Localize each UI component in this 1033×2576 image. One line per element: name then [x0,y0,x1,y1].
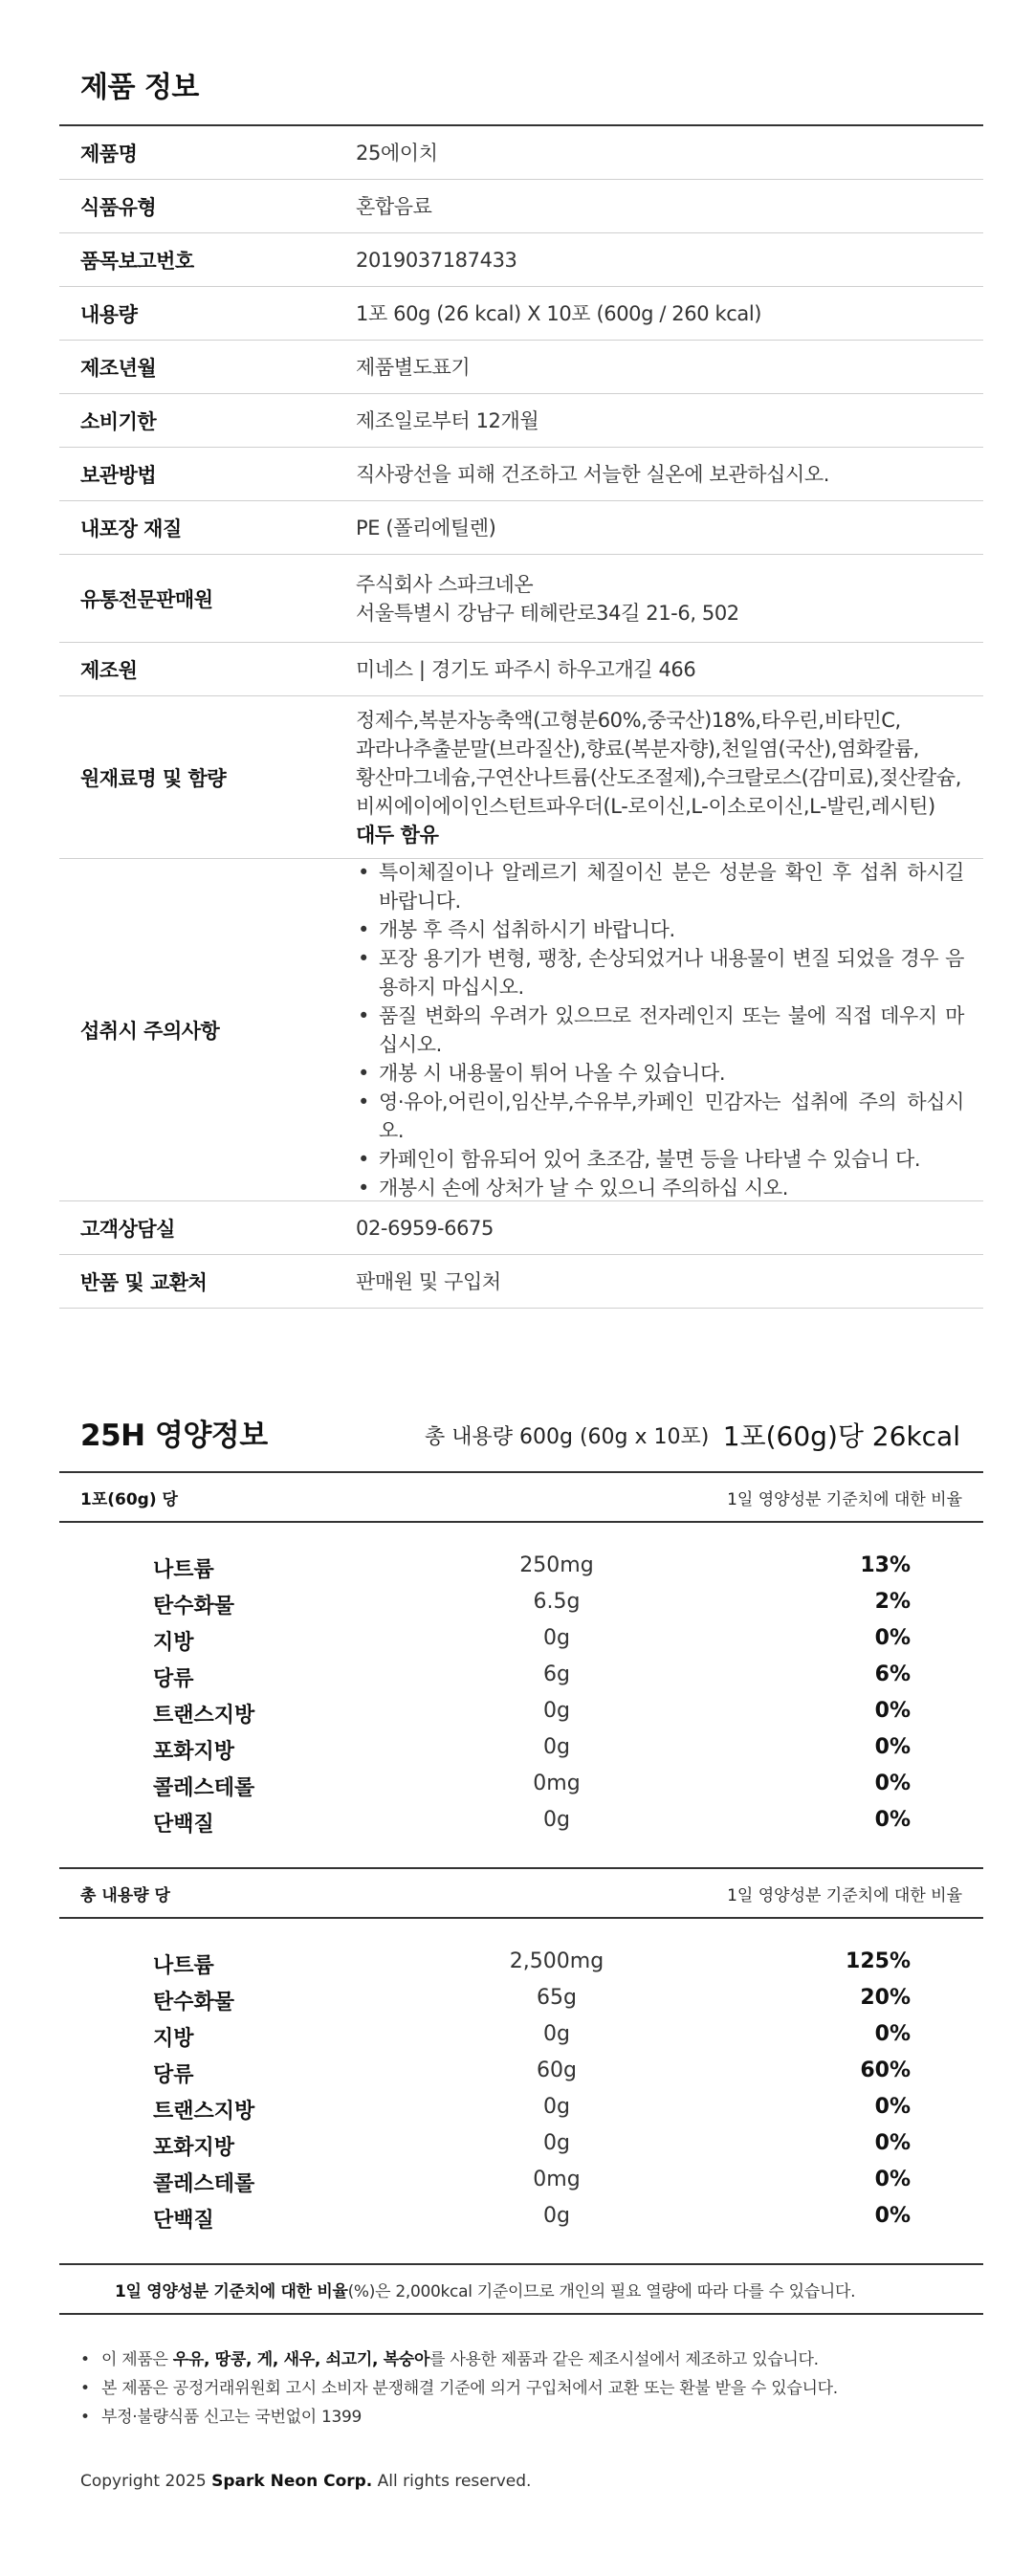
info-key: 고객상담실 [80,1217,175,1241]
info-key: 소비기한 [80,409,157,433]
nutrient-name: 포화지방 [153,1740,235,1764]
copyright [80,2472,531,2491]
nutrient-amount: 2,500mg [509,1949,604,1973]
nutrient-name: 트랜스지방 [153,1704,255,1728]
nutrition-row [59,2091,983,2127]
info-row-manufacturer [59,643,983,696]
nutrition-header [80,1406,960,1454]
info-value: 판매원 및 구입처 [356,1269,501,1293]
note-text: 부정·불량식품 신고는 국번없이 1399 [101,2408,363,2427]
info-key: 유통전문판매원 [80,587,213,611]
daily-note-bold: 1일 영양성분 기준치에 대한 비율 [115,2281,348,2301]
nutrition-row [59,1622,983,1659]
info-row-food-type [59,180,983,233]
nutrition-ratio-label: 1일 영양성분 기준치에 대한 비율 [727,1885,962,1905]
nutrient-percent: 0% [874,1772,911,1795]
copyright-text: All rights reserved. [372,2472,532,2491]
nutrient-amount: 0g [543,2022,570,2046]
nutrient-name: 나트륨 [153,1558,214,1582]
caution-item: • 품질 변화의 우려가 있으므로 전자레인지 또는 불에 직접 데우지 마십시오. [356,1002,964,1059]
nutrition-row [59,1550,983,1586]
nutrition-total-content: 총 내용량 600g (60g x 10포) [425,1425,710,1449]
nutrient-percent: 2% [874,1590,911,1614]
ingredients-line: 과라나추출분말(브라질산),향료(복분자향),천일염(국산),염화칼륨, [356,737,919,760]
info-key: 제조년월 [80,356,157,380]
note-allergens: 우유, 땅콩, 게, 새우, 쇠고기, 복숭아 [172,2350,430,2369]
nutrient-percent: 6% [874,1662,911,1686]
nutrition-row [59,1946,983,1982]
nutrient-amount: 6.5g [533,1590,581,1614]
info-value: 혼합음료 [356,194,432,218]
nutrition-block-per-serving [59,1471,983,1858]
info-row-report-number [59,233,983,287]
nutrition-row [59,2164,983,2200]
nutrient-percent: 125% [846,1949,911,1973]
nutrition-subheader [59,1867,983,1919]
nutrition-row [59,2200,983,2236]
nutrient-amount: 60g [537,2059,577,2082]
copyright-text: Copyright 2025 [80,2472,212,2491]
nutrient-amount: 65g [537,1986,577,2010]
info-value: 1포 60g (26 kcal) X 10포 (600g / 260 kcal) [356,301,762,325]
nutrient-name: 단백질 [153,2209,214,2233]
ingredients-line: 황산마그네슘,구연산나트륨(산도조절제),수크랄로스(감미료),젖산칼슘, [356,765,961,789]
nutrient-name: 나트륨 [153,1954,214,1978]
nutrient-amount: 0g [543,2131,570,2155]
info-key: 품목보고번호 [80,249,194,273]
allergen-notice: 대두 함유 [356,823,439,847]
product-info-title: 제품 정보 [80,71,199,104]
caution-item: • 영·유아,어린이,임산부,수유부,카페인 민감자는 섭취에 주의 하십시오. [356,1088,964,1145]
footer-notes [80,2345,979,2432]
caution-item: • 포장 용기가 변형, 팽창, 손상되었거나 내용물이 변질 되었을 경우 음용하지 마십시오. [356,944,964,1002]
info-key: 원재료명 및 함량 [80,766,227,790]
nutrient-amount: 0mg [533,1772,581,1795]
nutrient-percent: 0% [874,1808,911,1832]
nutrient-name: 단백질 [153,1813,214,1837]
ingredients-line: 정제수,복분자농축액(고형분60%,중국산)18%,타우린,비타민C, [356,708,901,732]
nutrient-percent: 0% [874,1735,911,1759]
nutrition-row [59,2055,983,2091]
info-value: 02-6959-6675 [356,1216,494,1240]
info-row-ingredients [59,696,983,859]
nutrient-name: 트랜스지방 [153,2100,255,2124]
nutrition-subheader [59,1471,983,1523]
product-info-table [59,124,983,1309]
nutrient-amount: 0mg [533,2168,581,2191]
info-row-customer-service [59,1201,983,1255]
info-value: 미네스 | 경기도 파주시 하우고개길 466 [356,657,696,681]
daily-value-note [59,2263,983,2315]
info-key: 섭취시 주의사항 [80,1019,220,1043]
info-value: 직사광선을 피해 건조하고 서늘한 실온에 보관하십시오. [356,462,830,486]
nutrient-name: 지방 [153,1631,194,1655]
nutrient-amount: 0g [543,1699,570,1723]
nutrient-amount: 250mg [519,1553,594,1577]
nutrient-name: 당류 [153,1667,194,1691]
nutrition-row [59,2018,983,2055]
nutrition-rows [59,1919,983,2254]
nutrient-percent: 0% [874,2168,911,2191]
footer-note [80,2374,979,2403]
info-key: 내포장 재질 [80,517,182,540]
nutrient-percent: 0% [874,1626,911,1650]
nutrient-name: 콜레스테롤 [153,1776,255,1800]
nutrition-row [59,1659,983,1695]
info-row-product-name [59,126,983,180]
nutrition-row [59,1731,983,1768]
company-name: Spark Neon Corp. [211,2472,373,2491]
nutrition-row [59,2127,983,2164]
info-value: 제품별도표기 [356,355,471,379]
nutrition-title: 25H 영양정보 [80,1419,268,1453]
nutrient-name: 탄수화물 [153,1991,235,2015]
nutrient-percent: 0% [874,2095,911,2119]
caution-item: • 개봉시 손에 상처가 날 수 있으니 주의하십 시오. [356,1174,964,1202]
ingredients-line: 비씨에이에이인스턴트파우더(L-로이신,L-이소로이신,L-발린,레시틴) [356,794,935,818]
info-key: 반품 및 교환처 [80,1270,208,1294]
info-row-returns [59,1255,983,1309]
nutrient-amount: 0g [543,1735,570,1759]
info-key: 제조원 [80,658,138,682]
caution-item: • 개봉 시 내용물이 튀어 나올 수 있습니다. [356,1059,964,1088]
nutrition-row [59,1586,983,1622]
info-value: PE (폴리에틸렌) [356,516,496,539]
nutrition-basis-label: 총 내용량 당 [80,1885,170,1905]
nutrition-per-serving: 1포(60g)당 26kcal [722,1420,960,1452]
nutrient-name: 포화지방 [153,2136,235,2160]
info-key: 내용량 [80,302,138,326]
daily-note-text: (%)은 2,000kcal 기준이므로 개인의 필요 열량에 따라 다를 수 있습니다. [347,2281,856,2301]
distributor-name: 주식회사 스파크네온 [356,572,534,596]
caution-item: • 개봉 후 즉시 섭취하시기 바랍니다. [356,915,964,944]
nutrient-name: 지방 [153,2027,194,2051]
note-text: 이 제품은 [101,2350,173,2369]
info-row-cautions [59,859,983,1201]
caution-item: • 카페인이 함유되어 있어 초조감, 불면 등을 나타낼 수 있습니 다. [356,1145,964,1174]
caution-item: • 특이체질이나 알레르기 체질이신 분은 성분을 확인 후 섭취 하시길 바랍니다. [356,858,964,915]
nutrient-percent: 20% [860,1986,911,2010]
nutrient-name: 콜레스테롤 [153,2172,255,2196]
nutrient-percent: 0% [874,2204,911,2228]
info-row-manufacture-date [59,341,983,394]
nutrition-ratio-label: 1일 영양성분 기준치에 대한 비율 [727,1489,962,1509]
nutrition-block-total [59,1867,983,2254]
info-value: 25에이치 [356,141,438,165]
nutrient-percent: 60% [860,2059,911,2082]
caution-list [356,858,964,1202]
nutrition-row [59,1804,983,1840]
nutrient-amount: 6g [543,1662,570,1686]
info-row-expiry [59,394,983,448]
info-key: 보관방법 [80,463,157,487]
nutrient-name: 당류 [153,2063,194,2087]
info-value [356,706,983,849]
nutrition-rows [59,1523,983,1858]
nutrient-name: 탄수화물 [153,1595,235,1618]
nutrient-percent: 0% [874,2022,911,2046]
nutrient-percent: 0% [874,2131,911,2155]
nutrient-percent: 13% [860,1553,911,1577]
note-text: 본 제품은 공정거래위원회 고시 소비자 분쟁해결 기준에 의거 구입처에서 교환 또는 환불 받을 수 있습니다. [101,2379,838,2398]
nutrition-row [59,1768,983,1804]
distributor-address: 서울특별시 강남구 테헤란로34길 21-6, 502 [356,601,739,625]
info-value [356,858,983,1202]
info-key: 식품유형 [80,195,157,219]
nutrition-row [59,1695,983,1731]
info-value [356,570,983,627]
nutrition-row [59,1982,983,2018]
footer-note [80,2403,979,2432]
info-row-distributor [59,555,983,643]
info-row-storage [59,448,983,501]
nutrition-basis-label: 1포(60g) 당 [80,1489,178,1509]
info-row-net-content [59,287,983,341]
nutrient-amount: 0g [543,1626,570,1650]
nutrient-percent: 0% [874,1699,911,1723]
note-text: 를 사용한 제품과 같은 제조시설에서 제조하고 있습니다. [429,2350,819,2369]
info-row-packaging [59,501,983,555]
info-value: 2019037187433 [356,248,517,272]
nutrient-amount: 0g [543,2095,570,2119]
nutrient-amount: 0g [543,1808,570,1832]
footer-note [80,2345,979,2374]
info-key: 제품명 [80,142,138,165]
nutrient-amount: 0g [543,2204,570,2228]
info-value: 제조일로부터 12개월 [356,408,539,432]
